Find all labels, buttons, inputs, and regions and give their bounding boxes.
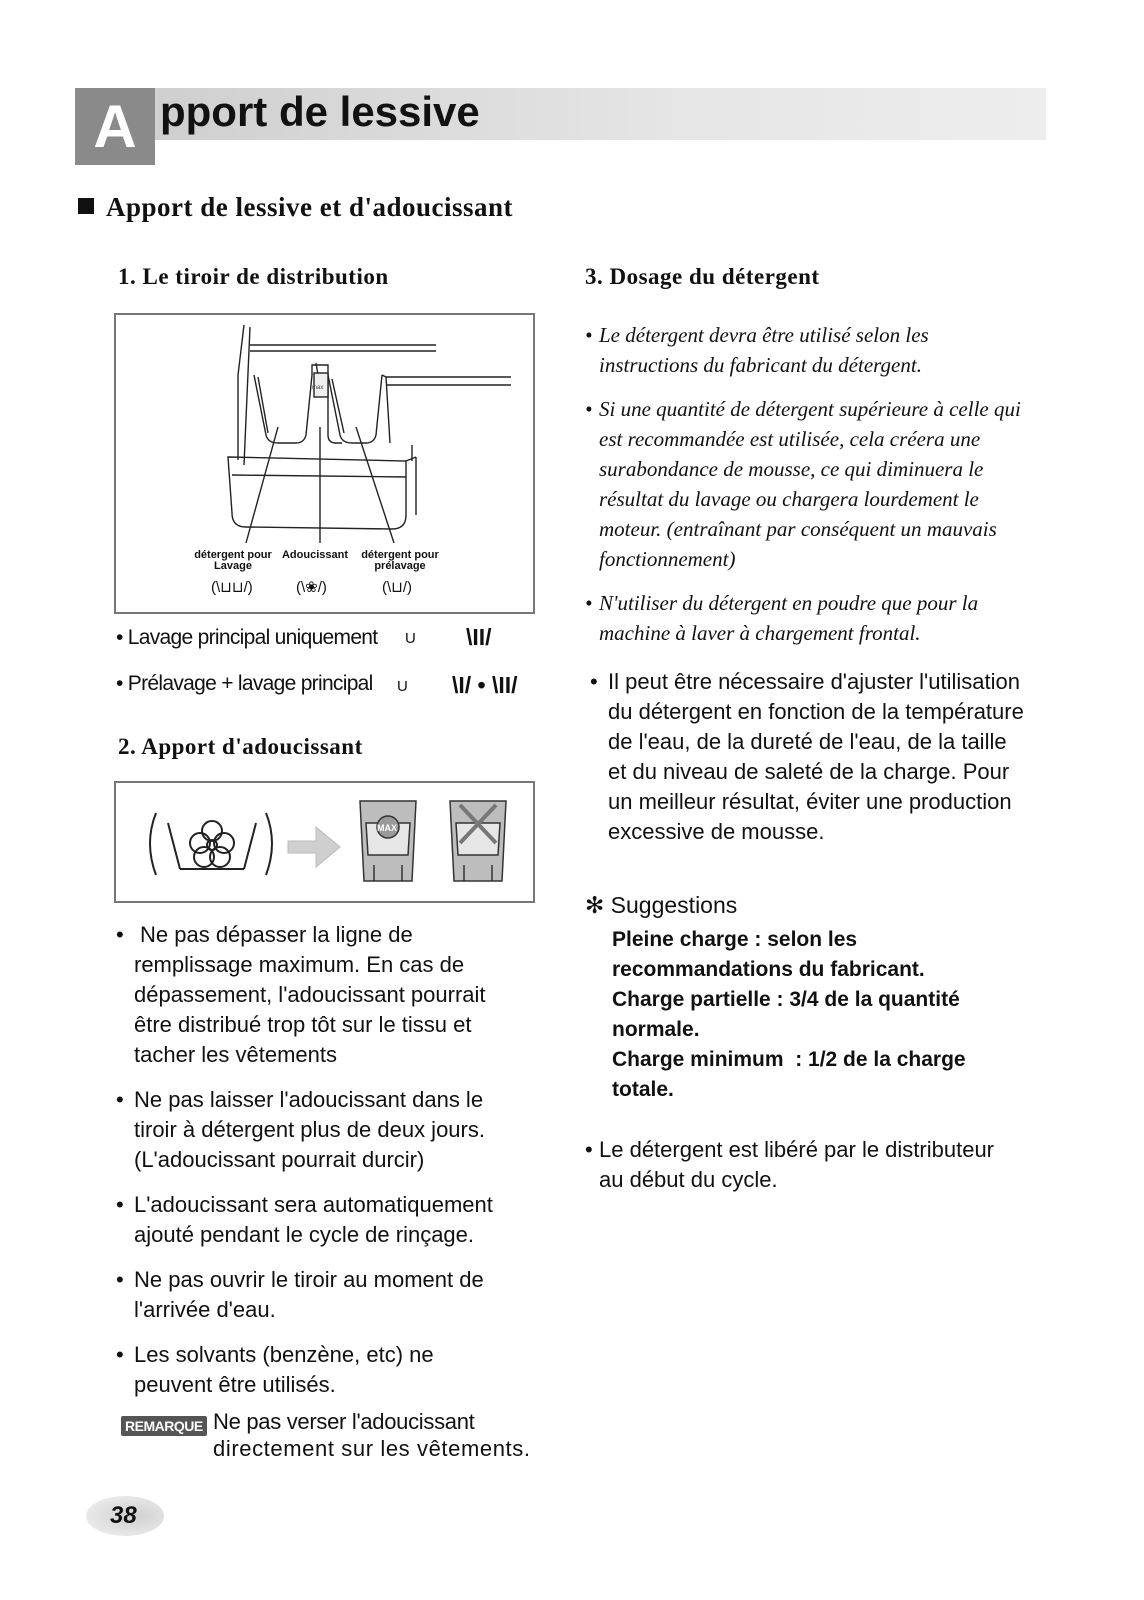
- list-item: • L'adoucissant sera automatiquement ajouté pendant le cycle de rinçage.: [116, 1192, 493, 1247]
- suggestions-list: [612, 925, 1012, 1105]
- softener-figure: [114, 781, 535, 903]
- wash-option-main-only: • Lavage principal uniquement: [116, 626, 378, 649]
- list-item: • Les solvants (benzène, etc) ne peuvent être utilisés.: [116, 1342, 434, 1397]
- square-bullet-icon: [78, 198, 94, 214]
- list-item: Charge partielle : 3/4 de la quantité normale.: [612, 988, 960, 1041]
- title-initial-letter: A: [75, 88, 155, 165]
- softener-bullets: [116, 920, 516, 1400]
- list-item: • Si une quantité de détergent supérieure à celle qui est recommandée est utilisée, cela créera une surabondance de mousse, ce qui diminuera le résultat du lavage ou chargera lourdement le moteur. (entraînant par conséquent un mauvais fonctionnement): [585, 397, 1021, 571]
- softener-heading: 2. Apport d'adoucissant: [118, 734, 363, 759]
- max-mark-label: max: [312, 385, 324, 391]
- list-item: • Ne pas laisser l'adoucissant dans le tiroir à détergent plus de deux jours. (L'adoucissant pourrait durcir): [116, 1087, 485, 1172]
- dispenser-heading: 1. Le tiroir de distribution: [118, 264, 389, 289]
- wash-option-main-only-symbol: \II/: [466, 624, 492, 650]
- symbol-softener: (\❀/): [296, 579, 327, 596]
- list-item: • Ne pas dépasser la ligne de remplissage maximum. En cas de dépassement, l'adoucissant pourrait être distribué trop tôt sur le tissu et tacher les vêtements: [116, 922, 486, 1067]
- page-title: pport de lessive: [160, 88, 480, 135]
- softener-drawing: [116, 783, 533, 901]
- dosage-release-bullet: [585, 1135, 1015, 1195]
- remarque-badge: REMARQUE: [121, 1416, 207, 1436]
- label-softener: Adoucissant: [281, 549, 348, 561]
- list-item: Pleine charge : selon les recommandations du fabricant.: [612, 928, 925, 981]
- dosage-adjust-bullet: [590, 667, 1030, 847]
- asterisk-icon: ✻: [585, 892, 611, 918]
- remarque-text: Ne pas verser l'adoucissant directement sur les vêtements.: [213, 1409, 531, 1461]
- label-main-wash-detergent: détergent pour Lavage: [188, 550, 278, 572]
- wash-option-prewash-main-arrow: U: [397, 678, 408, 695]
- symbol-main-wash: (\⊔⊔/): [211, 579, 253, 596]
- list-item: • N'utiliser du détergent en poudre que pour la machine à laver à chargement frontal.: [585, 591, 979, 645]
- label-main-wash-text: détergent pour: [194, 549, 272, 561]
- dispenser-figure: [114, 313, 535, 614]
- max-label: MAX: [377, 823, 397, 833]
- dosage-italic-bullets: [585, 320, 1030, 648]
- list-item: Charge minimum : 1/2 de la charge totale.: [612, 1048, 972, 1101]
- suggestions-title: ✻ Suggestions: [585, 892, 738, 918]
- wash-option-prewash-main-symbol: \I/ • \II/: [452, 672, 518, 698]
- dosage-heading: 3. Dosage du détergent: [585, 264, 820, 289]
- list-item: • Ne pas ouvrir le tiroir au moment de l'arrivée d'eau.: [116, 1267, 484, 1322]
- list-item: • Il peut être nécessaire d'ajuster l'utilisation du détergent en fonction de la température de l'eau, de la dureté de l'eau, de la taille et du niveau de saleté de la charge. Pour un meilleur résultat, éviter une production excessive de mousse.: [590, 669, 1024, 844]
- page-number: 38: [110, 1502, 137, 1529]
- label-prewash-detergent: détergent pour prélavage: [361, 549, 439, 572]
- section-heading: Apport de lessive et d'adoucissant: [78, 192, 513, 223]
- dispenser-drawing: [116, 315, 533, 612]
- symbol-prewash: (\⊔/): [382, 579, 413, 596]
- wash-option-prewash-main: • Prélavage + lavage principal: [116, 672, 373, 695]
- wash-option-main-only-arrow: U: [405, 630, 416, 647]
- list-item: • Le détergent devra être utilisé selon les instructions du fabricant du détergent.: [585, 323, 929, 377]
- list-item: • Le détergent est libéré par le distributeur au début du cycle.: [585, 1137, 995, 1192]
